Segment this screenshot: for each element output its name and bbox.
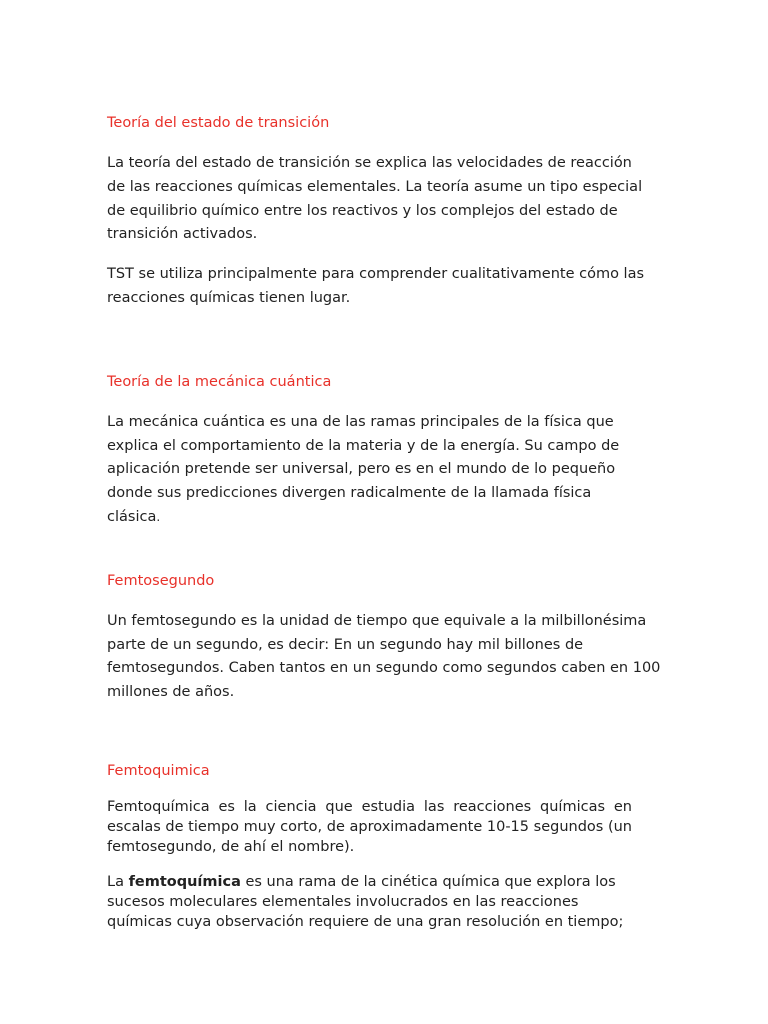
paragraph — [107, 411, 647, 530]
section-femtosecond — [107, 570, 667, 705]
section-heading: Femtosegundo — [107, 572, 215, 589]
section-heading: Teoría de la mecánica cuántica — [107, 373, 332, 390]
paragraph-prefix: La — [107, 873, 129, 890]
document-content — [107, 112, 667, 932]
section-heading: Femtoquimica — [107, 762, 210, 779]
paragraph: Femtoquímica es la ciencia que estudia las reacciones químicas en escalas de tiempo muy corto, de aproximadamente 10-15 segundos (un femtosegundo, de ahí el nombre). — [107, 798, 632, 855]
paragraph: TST se utiliza principalmente para comprender cualitativamente cómo las reacciones químicas tienen lugar. — [107, 266, 645, 306]
section-quantum-mechanics-theory — [107, 371, 667, 530]
paragraph-tail: . — [156, 509, 161, 524]
section-transition-state-theory — [107, 112, 667, 311]
paragraph-text: La mecánica cuántica es una de las ramas principales de la física que explica el comportamiento de la materia y de la energía. Su campo de aplicación pretende ser universal, pero es en el mundo de lo pequeño donde sus predicciones divergen radicalmente de la llamada física clásica — [107, 413, 620, 525]
paragraph: Un femtosegundo es la unidad de tiempo que equivale a la milbillonésima parte de un segundo, es decir: En un segundo hay mil billones de femtosegundos. Caben tantos en un segundo como segundos caben en 100 millones de años. — [107, 612, 661, 701]
section-femtochemistry — [107, 760, 667, 932]
bold-term: femtoquímica — [128, 873, 241, 890]
paragraph-text: es una rama de la cinética química que explora los sucesos moleculares elementales involucrados en las reacciones químicas cuya observación requiere de una gran resolución en tiempo; — [107, 873, 624, 930]
paragraph: La teoría del estado de transición se explica las velocidades de reacción de las reacciones químicas elementales. La teoría asume un tipo especial de equilibrio químico entre los reactivos y los complejos del estado de transición activados. — [107, 155, 643, 243]
section-heading: Teoría del estado de transición — [107, 115, 330, 131]
paragraph — [107, 872, 647, 932]
